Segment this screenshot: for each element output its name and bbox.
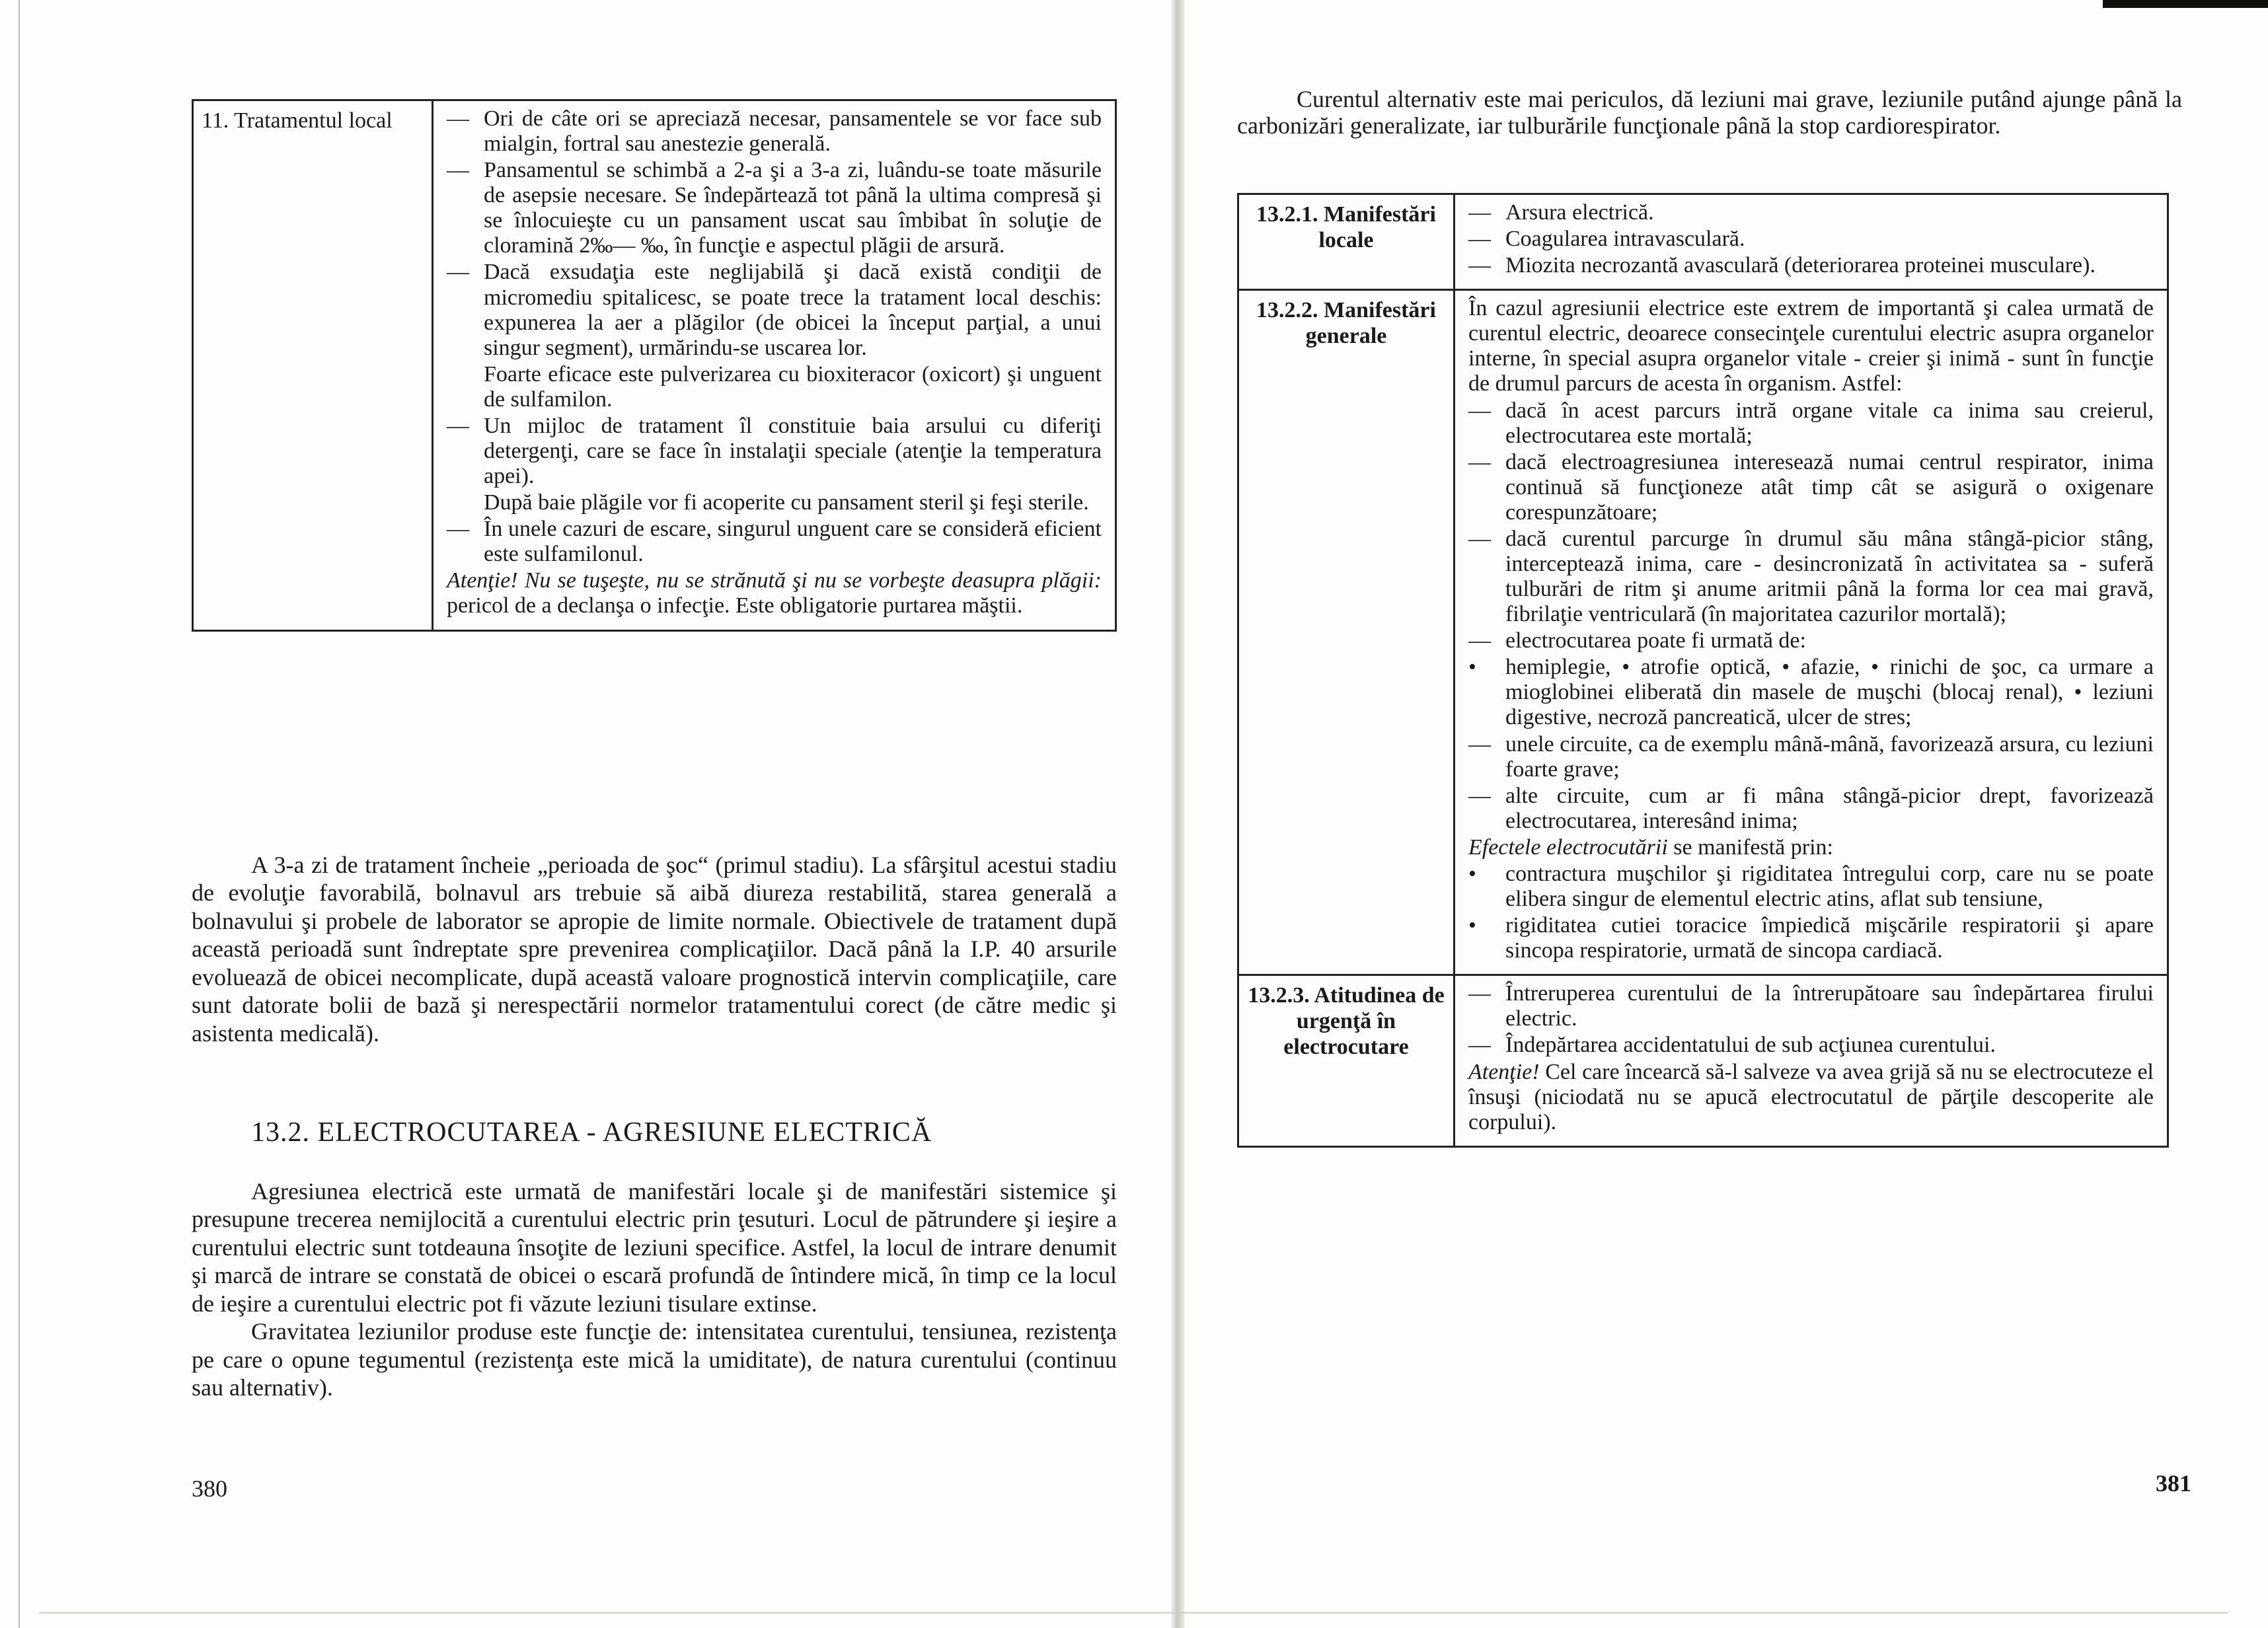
attention-note [1468, 1060, 2154, 1135]
list-item-text: Dacă exsudaţia este neglijabilă şi dacă există condiţii de micromediu spitalicesc, se poate trece la tratament local deschis: expunerea la aer a plăgilor (de obicei la început parţial, a unui singur segment), urmărindu-se uscarea lor. [484, 260, 1102, 360]
attention-note-text: Cel care încearcă să-l salveze va avea grijă să nu se electrocuteze el însuşi (niciodată nu se apucă electrocutatul de părţile descoperite ale corpului). [1468, 1059, 2154, 1134]
list-item-text: electrocutarea poate fi urmată de: [1505, 628, 1806, 653]
dash-marker: — [447, 158, 469, 183]
general-manifestations-lead: În cazul agresiunii electrice este extrem de importantă şi calea urmată de curentul electric, deoarece consecinţele curentului electric asupra organelor interne, în special asupra organelor vitale - creier şi inimă - sunt în funcţie de drumul parcurs de acesta în organism. Astfel: [1468, 296, 2154, 396]
list-item [1468, 1033, 2154, 1058]
page-number: 380 [192, 1475, 227, 1502]
paragraph-text: Agresiunea electrică este urmată de manifestări locale şi de manifestări sistemice şi presupune trecerea nemijlocită a curentului electric prin ţesuturi. Locul de pătrundere şi ieşire a curentului electric sunt totdeauna însoţite de leziuni specifice. Astfel, la locul de intrare denumit şi marcă de intrare se constată de obicei o escară profundă de întindere mică, în timp ce la locul de ieşire a curentului electric pot fi văzute leziuni tisulare extinse. [192, 1178, 1117, 1317]
list-item [447, 414, 1102, 489]
dash-marker: — [1468, 731, 1491, 757]
list-item-text: Un mijloc de tratament îl constituie baia arsului cu diferiţi detergenţi, care se face în instalaţii speciale (atenţie la temperatura apei). [484, 413, 1102, 489]
list-item [1468, 862, 2154, 912]
effects-heading-emphasis: Efectele electrocutării [1468, 834, 1668, 860]
dash-marker: — [447, 106, 469, 131]
list-item-text: Arsura electrică. [1505, 200, 1654, 225]
effects-heading [1468, 835, 2154, 860]
dash-marker: — [1468, 227, 1491, 252]
table-row [1238, 975, 2168, 1146]
dash-marker: — [1468, 981, 1491, 1006]
list-item-text: Coagularea intravasculară. [1505, 227, 1745, 252]
attention-note [447, 568, 1102, 618]
list-item [447, 260, 1102, 360]
effects-list [1468, 862, 2154, 963]
paragraph-text: A 3-a zi de tratament încheie „perioada de şoc“ (primul stadiu). La sfârşitul acestui stadiu de evoluţie favorabilă, bolnavul ars trebuie să aibă diureza restabilită, starea generală a bolnavului şi probele de laborator se apropie de limite normale. Obiectivele de tratament după această perioadă sunt îndreptate spre prevenirea complicaţiilor. Dacă până la I.P. 40 arsurile evoluează de obicei necomplicate, după această valoare prognostică intervin complicaţiile, care sunt datorate bolii de bază şi nerespectării normelor tratamentului corect (de către medic şi asistenta medicală). [192, 852, 1117, 1047]
list-item [1468, 784, 2154, 834]
table-row [1238, 290, 2168, 975]
list-item [1468, 450, 2154, 525]
electrocution-table [1237, 193, 2169, 1148]
intro-paragraph [1237, 86, 2182, 139]
list-item [447, 158, 1102, 258]
dash-marker: — [447, 517, 469, 542]
table-row-content [1455, 975, 2168, 1146]
list-item-text: hemiplegie, • atrofie optică, • afazie, • rinichi de şoc, ca urmare a mioglobinei eliberată din masele de muşchi (blocaj renal), • leziuni digestive, necroză pancreatică, ulcer de stres; [1505, 655, 2154, 730]
right-page [1176, 0, 2268, 1628]
dash-marker: — [1468, 253, 1491, 278]
list-item [447, 490, 1102, 515]
list-item [1468, 655, 2154, 730]
table-row-content [1455, 290, 2168, 975]
effects-heading-text: se manifestă prin: [1667, 834, 1833, 860]
general-manifestations-list [1468, 398, 2154, 834]
dash-marker: — [1468, 1033, 1491, 1058]
paragraph-electrical-aggression [192, 1177, 1117, 1402]
table-row-label: 13.2.1. Manifestări locale [1238, 194, 1455, 290]
list-item [1468, 200, 2154, 225]
list-item-text: Îndepărtarea accidentatului de sub acţiunea curentului. [1505, 1033, 1996, 1058]
paragraph-text: Curentul alternativ este mai periculos, dă leziuni mai grave, leziunile putând ajunge până la carbonizări generalizate, iar tulburările funcţionale până la stop cardiorespirator. [1237, 86, 2182, 139]
treatment-items [447, 106, 1102, 567]
bullet-marker: • [1468, 913, 1476, 938]
list-item [447, 362, 1102, 412]
attention-note-emphasis: Atenţie! Nu se tuşeşte, nu se strănută şi nu se vorbeşte deasupra plăgii: [447, 568, 1102, 593]
dash-marker: — [447, 413, 469, 438]
list-item-text: În unele cazuri de escare, singurul unguent care se consideră eficient este sulfamilonul. [484, 517, 1102, 567]
list-item-text: contractura muşchilor şi rigiditatea întregului corp, care nu se poate elibera singur de elementul electric atins, aflat sub tensiune, [1505, 861, 2154, 912]
dash-marker: — [1468, 628, 1491, 653]
local-manifestations-list [1468, 200, 2154, 278]
dash-marker: — [1468, 200, 1491, 225]
table-row-label: 11. Tratamentul local [193, 100, 433, 631]
section-heading: 13.2. ELECTROCUTAREA - AGRESIUNE ELECTRICĂ [251, 1117, 932, 1148]
attention-note-text: pericol de a declanşa o infecţie. Este obligatorie purtarea măştii. [447, 593, 1023, 618]
list-item-text: unele circuite, ca de exemplu mână-mână, favorizează arsura, cu leziuni foarte grave; [1505, 731, 2154, 782]
table-row-label: 13.2.2. Manifestări generale [1238, 290, 1455, 975]
attention-note-emphasis: Atenţie! [1468, 1059, 1540, 1084]
bullet-marker: • [1468, 655, 1476, 680]
list-item-text: dacă în acest parcurs intră organe vitale ca inima sau creierul, electrocutarea este mortală; [1505, 398, 2154, 448]
list-item-text: Ori de câte ori se apreciază necesar, pansamentele se vor face sub mialgin, fortral sau anestezie generală. [484, 106, 1102, 157]
list-item-text: rigiditatea cutiei toracice împiedică mişcările respiratorii şi apare sincopa respiratorie, urmată de sincopa cardiacă. [1505, 913, 2154, 963]
list-item [1468, 732, 2154, 782]
list-item [1468, 628, 2154, 653]
list-item [1468, 527, 2154, 627]
list-item [447, 106, 1102, 157]
list-item-text: alte circuite, cum ar fi mâna stângă-picior drept, favorizează electrocutarea, interesând inima; [1505, 783, 2154, 833]
list-item-text: Foarte eficace este pulverizarea cu bioxiteracor (oxicort) şi unguent de sulfamilon. [484, 361, 1102, 412]
table-row-content [1455, 194, 2168, 290]
list-item [1468, 227, 2154, 252]
table-row-label: 13.2.3. Atitudinea de urgenţă în electrocutare [1238, 975, 1455, 1146]
table-row-content [433, 100, 1116, 631]
list-item-text: Pansamentul se schimbă a 2-a şi a 3-a zi, luându-se toate măsurile de asepsie necesare. Se îndepărtează tot până la ultima compresă şi se înlocuieşte cu un pansament uscat sau îmbibat în soluţie de cloramină 2‰— ‰, în funcţie e aspectul plăgii de arsură. [484, 158, 1102, 258]
bullet-marker: • [1468, 861, 1476, 886]
dash-marker: — [1468, 449, 1491, 474]
table-row [1238, 194, 2168, 290]
table-row [193, 100, 1116, 631]
list-item [1468, 981, 2154, 1031]
dash-marker: — [1468, 398, 1491, 423]
list-item-text: După baie plăgile vor fi acoperite cu pansament steril şi feşi sterile. [484, 490, 1089, 515]
list-item [1468, 913, 2154, 963]
list-item [1468, 398, 2154, 449]
list-item [447, 517, 1102, 567]
dash-marker: — [447, 260, 469, 285]
treatment-table [192, 99, 1117, 632]
list-item [1468, 253, 2154, 278]
page-number: 381 [2156, 1470, 2191, 1497]
dash-marker: — [1468, 526, 1491, 551]
paragraph-text: Gravitatea leziunilor produse este funcţie de: intensitatea curentului, tensiunea, rezistenţa pe care o opune tegumentul (rezistenţa este mică la umiditate), de natura curentului (continuu sau alternativ). [192, 1318, 1117, 1401]
list-item-text: Miozita necrozantă avasculară (deteriorarea proteinei musculare). [1505, 253, 2096, 278]
list-item-text: dacă curentul parcurge în drumul său mâna stângă-picior stâng, interceptează inima, care - desincronizată în activitatea sa - suferă tulburări de ritm şi anume aritmii până la forma lor cea mai gravă, fibrilaţie ventriculară (în majoritatea cazurilor mortală); [1505, 526, 2154, 627]
list-item-text: Întreruperea curentului de la întrerupătoare sau îndepărtarea firului electric. [1505, 981, 2154, 1031]
dash-marker: — [1468, 783, 1491, 808]
paragraph-shock-period [192, 851, 1117, 1047]
list-item-text: dacă electroagresiunea interesează numai centrul respirator, inima continuă să funcţioneze atât timp cât se asigură o oxigenare corespunzătoare; [1505, 449, 2154, 525]
emergency-steps-list [1468, 981, 2154, 1058]
